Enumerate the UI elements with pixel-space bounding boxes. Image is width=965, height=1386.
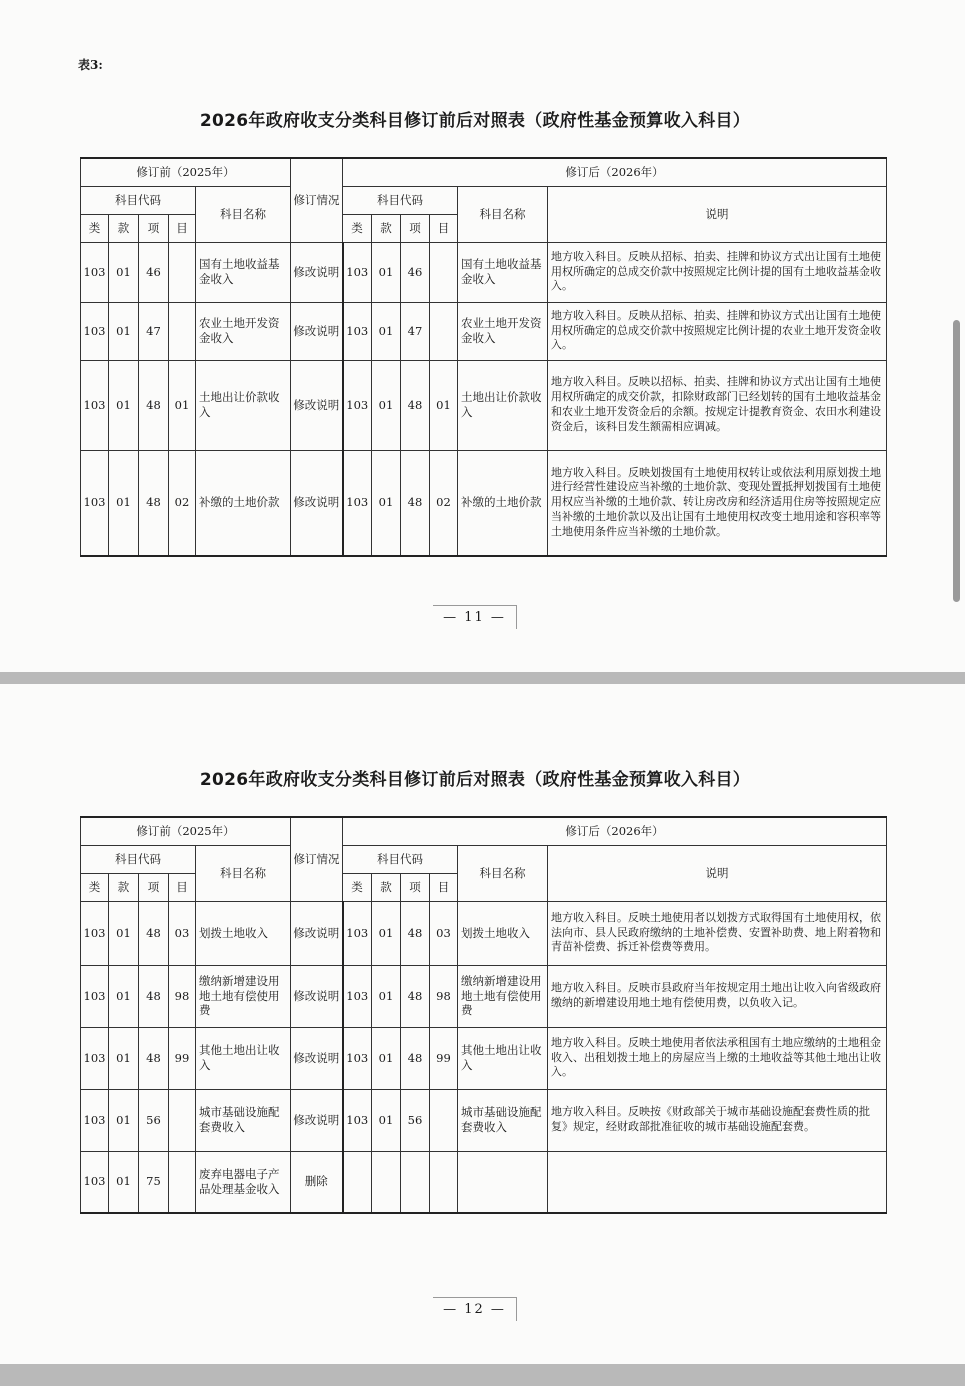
- cell-b-name: 国有土地收益基金收入: [196, 242, 291, 302]
- cell-b-mu: [169, 1151, 196, 1213]
- cell-b-xiang: 75: [139, 1151, 169, 1213]
- cell-a-mu: 02: [430, 450, 458, 556]
- cell-b-name: 缴纳新增建设用地土地有偿使用费: [196, 965, 291, 1027]
- cell-b-name: 补缴的土地价款: [196, 450, 291, 556]
- table-head: [81, 158, 887, 242]
- header-code-after: 科目代码: [343, 186, 458, 214]
- cell-a-name: 国有土地收益基金收入: [458, 242, 548, 302]
- cell-a-lei: 103: [343, 450, 372, 556]
- cell-b-xiang: 48: [139, 450, 169, 556]
- cell-b-mu: 99: [169, 1027, 196, 1089]
- cell-a-name: 补缴的土地价款: [458, 450, 548, 556]
- header-desc: 说明: [548, 186, 887, 242]
- cell-b-kuan: 01: [109, 1151, 139, 1213]
- page-title: 2026年政府收支分类科目修订前后对照表（政府性基金预算收入科目）: [199, 111, 751, 131]
- cell-status: 修改说明: [291, 302, 343, 360]
- cell-a-mu: [430, 1151, 458, 1213]
- cell-b-kuan: 01: [109, 450, 139, 556]
- cell-b-lei: 103: [81, 242, 109, 302]
- cell-status: 修改说明: [291, 360, 343, 450]
- header-before: 修订前（2025年）: [81, 158, 291, 186]
- cell-status: 修改说明: [291, 1089, 343, 1151]
- cell-status: 修改说明: [291, 1027, 343, 1089]
- header-name-after: 科目名称: [458, 186, 548, 242]
- cell-desc: [548, 1151, 887, 1213]
- cell-b-name: 农业土地开发资金收入: [196, 302, 291, 360]
- header-code-before: 科目代码: [81, 186, 196, 214]
- cell-b-mu: [169, 302, 196, 360]
- cell-a-xiang: 48: [401, 1027, 430, 1089]
- header-xiang: 项: [401, 873, 430, 901]
- cell-a-name: 农业土地开发资金收入: [458, 302, 548, 360]
- header-mu: 目: [169, 214, 196, 242]
- header-xiang: 项: [139, 873, 169, 901]
- header-code-before: 科目代码: [81, 845, 196, 873]
- cell-a-xiang: 46: [401, 242, 430, 302]
- header-after: 修订后（2026年）: [343, 158, 887, 186]
- table-body: [81, 242, 887, 556]
- cell-status: 修改说明: [291, 901, 343, 965]
- cell-b-xiang: 56: [139, 1089, 169, 1151]
- header-xiang: 项: [401, 214, 430, 242]
- document-page-11: [0, 0, 965, 672]
- header-name-before: 科目名称: [196, 186, 291, 242]
- page-number: — 11 —: [0, 605, 950, 629]
- cell-b-xiang: 48: [139, 965, 169, 1027]
- header-status: 修订情况: [291, 817, 343, 901]
- cell-b-xiang: 46: [139, 242, 169, 302]
- header-mu: 目: [430, 214, 458, 242]
- header-name-before: 科目名称: [196, 845, 291, 901]
- header-code-after: 科目代码: [343, 845, 458, 873]
- header-status: 修订情况: [291, 158, 343, 242]
- table-row: [81, 965, 887, 1027]
- cell-a-lei: [343, 1151, 372, 1213]
- cell-b-name: 废弃电器电子产品处理基金收入: [196, 1151, 291, 1213]
- cell-a-xiang: 48: [401, 450, 430, 556]
- cell-a-name: 划拨土地收入: [458, 901, 548, 965]
- cell-a-mu: [430, 242, 458, 302]
- header-lei: 类: [81, 873, 109, 901]
- cell-b-xiang: 48: [139, 901, 169, 965]
- header-after: 修订后（2026年）: [343, 817, 887, 845]
- cell-a-kuan: 01: [372, 302, 401, 360]
- cell-a-mu: 98: [430, 965, 458, 1027]
- header-name-after: 科目名称: [458, 845, 548, 901]
- cell-status: 修改说明: [291, 450, 343, 556]
- cell-b-lei: 103: [81, 1089, 109, 1151]
- comparison-table: [80, 157, 887, 557]
- cell-a-xiang: 48: [401, 901, 430, 965]
- cell-desc: 地方收入科目。反映按《财政部关于城市基础设施配套费性质的批复》规定，经财政部批准征收的城市基础设施配套费。: [548, 1089, 887, 1151]
- table-head: [81, 817, 887, 901]
- cell-a-lei: 103: [343, 1027, 372, 1089]
- cell-b-kuan: 01: [109, 965, 139, 1027]
- cell-a-kuan: 01: [372, 242, 401, 302]
- table-row: [81, 450, 887, 556]
- page-number: — 12 —: [0, 1297, 950, 1321]
- cell-a-kuan: 01: [372, 965, 401, 1027]
- comparison-table: [80, 816, 887, 1214]
- cell-a-mu: 99: [430, 1027, 458, 1089]
- document-page-12: [0, 684, 965, 1364]
- cell-status: 修改说明: [291, 965, 343, 1027]
- header-mu: 目: [169, 873, 196, 901]
- cell-a-lei: 103: [343, 302, 372, 360]
- cell-b-lei: 103: [81, 360, 109, 450]
- table-body: [81, 901, 887, 1213]
- cell-a-xiang: 48: [401, 360, 430, 450]
- cell-a-mu: [430, 1089, 458, 1151]
- header-kuan: 款: [372, 873, 401, 901]
- cell-b-kuan: 01: [109, 302, 139, 360]
- table-row: [81, 360, 887, 450]
- header-before: 修订前（2025年）: [81, 817, 291, 845]
- cell-status: 删除: [291, 1151, 343, 1213]
- cell-desc: 地方收入科目。反映从招标、拍卖、挂牌和协议方式出让国有土地使用权所确定的总成交价款中按照规定比例计提的农业土地开发资金收入。: [548, 302, 887, 360]
- cell-b-mu: 03: [169, 901, 196, 965]
- cell-a-name: [458, 1151, 548, 1213]
- cell-a-kuan: 01: [372, 360, 401, 450]
- cell-desc: 地方收入科目。反映土地使用者以划拨方式取得国有土地使用权，依法向市、县人民政府缴纳的土地补偿费、安置补助费、地上附着物和青苗补偿费、拆迁补偿费等费用。: [548, 901, 887, 965]
- table-row: [81, 1151, 887, 1213]
- header-kuan: 款: [109, 214, 139, 242]
- cell-a-xiang: 47: [401, 302, 430, 360]
- cell-a-kuan: 01: [372, 1089, 401, 1151]
- cell-desc: 地方收入科目。反映以招标、拍卖、挂牌和协议方式出让国有土地使用权所确定的成交价款，扣除财政部门已经划转的国有土地收益基金和农业土地开发资金后的余额。按规定计提教育资金、农田水利建设资金后，该科目发生额需相应调减。: [548, 360, 887, 450]
- cell-b-name: 城市基础设施配套费收入: [196, 1089, 291, 1151]
- cell-a-lei: 103: [343, 1089, 372, 1151]
- header-lei: 类: [343, 214, 372, 242]
- cell-a-name: 土地出让价款收入: [458, 360, 548, 450]
- cell-status: 修改说明: [291, 242, 343, 302]
- cell-b-lei: 103: [81, 1027, 109, 1089]
- table-row: [81, 242, 887, 302]
- cell-b-xiang: 48: [139, 1027, 169, 1089]
- cell-a-name: 其他土地出让收入: [458, 1027, 548, 1089]
- cell-desc: 地方收入科目。反映市县政府当年按规定用土地出让收入向省级政府缴纳的新增建设用地土地有偿使用费，以负收入记。: [548, 965, 887, 1027]
- page-title: 2026年政府收支分类科目修订前后对照表（政府性基金预算收入科目）: [199, 770, 751, 790]
- cell-b-name: 土地出让价款收入: [196, 360, 291, 450]
- cell-b-lei: 103: [81, 901, 109, 965]
- cell-a-name: 城市基础设施配套费收入: [458, 1089, 548, 1151]
- table-tag: 表3:: [78, 58, 103, 72]
- cell-a-lei: 103: [343, 242, 372, 302]
- cell-a-xiang: 56: [401, 1089, 430, 1151]
- cell-b-name: 划拨土地收入: [196, 901, 291, 965]
- table-row: [81, 1089, 887, 1151]
- cell-b-kuan: 01: [109, 1027, 139, 1089]
- table-row: [81, 901, 887, 965]
- cell-b-kuan: 01: [109, 901, 139, 965]
- scrollbar[interactable]: [953, 320, 960, 602]
- cell-b-lei: 103: [81, 450, 109, 556]
- cell-a-mu: 01: [430, 360, 458, 450]
- cell-a-kuan: [372, 1151, 401, 1213]
- cell-desc: 地方收入科目。反映土地使用者依法承租国有土地应缴纳的土地租金收入、出租划拨土地上的房屋应当上缴的土地收益等其他土地出让收入。: [548, 1027, 887, 1089]
- cell-a-lei: 103: [343, 360, 372, 450]
- header-xiang: 项: [139, 214, 169, 242]
- cell-a-xiang: [401, 1151, 430, 1213]
- cell-a-kuan: 01: [372, 1027, 401, 1089]
- cell-a-lei: 103: [343, 901, 372, 965]
- cell-b-kuan: 01: [109, 1089, 139, 1151]
- header-lei: 类: [81, 214, 109, 242]
- header-kuan: 款: [372, 214, 401, 242]
- cell-b-xiang: 48: [139, 360, 169, 450]
- cell-desc: 地方收入科目。反映划拨国有土地使用权转让或依法利用原划拨土地进行经营性建设应当补缴的土地价款、变现处置抵押划拨国有土地使用权应当补缴的土地价款、转让房改房和经济适用住房等按照规定应当补缴的土地价款以及出让国有土地使用权改变土地用途和容积率等土地使用条件应当补缴的土地价款。: [548, 450, 887, 556]
- cell-b-mu: 02: [169, 450, 196, 556]
- cell-b-lei: 103: [81, 302, 109, 360]
- cell-b-mu: [169, 242, 196, 302]
- cell-a-kuan: 01: [372, 450, 401, 556]
- header-mu: 目: [430, 873, 458, 901]
- cell-a-kuan: 01: [372, 901, 401, 965]
- cell-a-mu: [430, 302, 458, 360]
- cell-b-kuan: 01: [109, 360, 139, 450]
- cell-b-lei: 103: [81, 1151, 109, 1213]
- cell-a-lei: 103: [343, 965, 372, 1027]
- cell-a-xiang: 48: [401, 965, 430, 1027]
- table-row: [81, 302, 887, 360]
- cell-a-name: 缴纳新增建设用地土地有偿使用费: [458, 965, 548, 1027]
- cell-b-mu: 01: [169, 360, 196, 450]
- cell-a-mu: 03: [430, 901, 458, 965]
- cell-b-mu: [169, 1089, 196, 1151]
- cell-desc: 地方收入科目。反映从招标、拍卖、挂牌和协议方式出让国有土地使用权所确定的总成交价款中按照规定比例计提的国有土地收益基金收入。: [548, 242, 887, 302]
- cell-b-name: 其他土地出让收入: [196, 1027, 291, 1089]
- header-desc: 说明: [548, 845, 887, 901]
- header-lei: 类: [343, 873, 372, 901]
- cell-b-xiang: 47: [139, 302, 169, 360]
- header-kuan: 款: [109, 873, 139, 901]
- cell-b-lei: 103: [81, 965, 109, 1027]
- table-row: [81, 1027, 887, 1089]
- cell-b-kuan: 01: [109, 242, 139, 302]
- cell-b-mu: 98: [169, 965, 196, 1027]
